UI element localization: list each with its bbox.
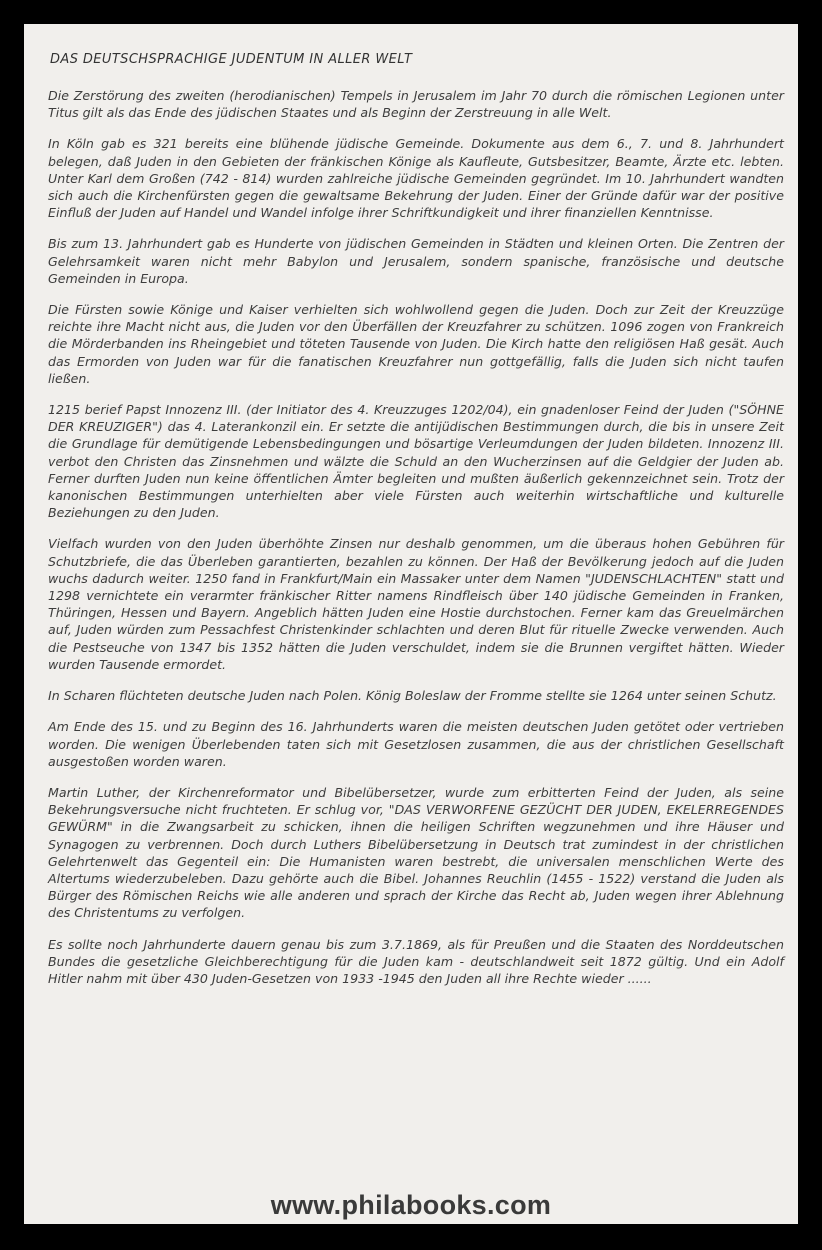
paragraph-interest-and-massacres: Vielfach wurden von den Juden überhöhte Zinsen nur deshalb genommen, um die überaus hohen Gebühren für Schutzbriefe, die das Überleben garantierten, bezahlen zu können. Der Haß der Bevölkerung jedoch auf die Juden wuchs dadurch weiter. 1250 fand in Frankfurt/Main ein Massaker unter dem Namen "JUDENSCHLACHTEN" statt und 1298 vernichtete ein verarmter fränkischer Ritter namens Rindfleisch über 140 jüdische Gemeinden in Franken, Thüringen, Hessen und Bayern. Angeblich hätten Juden eine Hostie durchstochen. Ferner kam das Greuelmärchen auf, Juden würden zum Pessachfest Christenkinder schlachten und deren Blut für rituelle Zwecke verwenden. Auch die Pestseuche von 1347 bis 1352 hätten die Juden verschuldet, indem sie die Brunnen vergiftet hätten. Wieder wurden Tausende ermordet. [48,536,784,672]
document-title: DAS DEUTSCHSPRACHIGE JUDENTUM IN ALLER WELT [50,52,413,67]
paragraph-cologne: In Köln gab es 321 bereits eine blühende jüdische Gemeinde. Dokumente aus dem 6., 7. und 8. Jahrhundert belegen, daß Juden in den Gebieten der fränkischen Könige als Kaufleute, Gutsbesitzer, Beamte, Ärzte etc. lebten. Unter Karl dem Großen (742 - 814) wurden zahlreiche jüdische Gemeinden gegründet. Im 10. Jahrhundert wandten sich auch die Kirchenfürsten gegen die gewaltsame Bekehrung der Juden. Einer der Gründe dafür war der positive Einfluß der Juden auf Handel und Wandel infolge ihrer Schriftkundigkeit und ihrer finanziellen Kenntnisse. [48,136,784,221]
paragraph-temple-destruction: Die Zerstörung des zweiten (herodianischen) Tempels in Jerusalem im Jahr 70 durch die römischen Legionen unter Titus gilt als das Ende des jüdischen Staates und als Beginn der Zerstreuung in alle Welt. [48,88,784,121]
paragraph-13th-century: Bis zum 13. Jahrhundert gab es Hunderte von jüdischen Gemeinden in Städten und kleinen Orten. Die Zentren der Gelehrsamkeit waren nicht mehr Babylon und Jerusalem, sondern spanische, französische und deutsche Gemeinden in Europa. [48,236,784,286]
paragraph-crusades: Die Fürsten sowie Könige und Kaiser verhielten sich wohlwollend gegen die Juden. Doch zur Zeit der Kreuzzüge reichte ihre Macht nicht aus, die Juden vor den Überfällen der Kreuzfahrer zu schützen. 1096 zogen von Frankreich die Mörderbanden ins Rheingebiet und töteten Tausende von Juden. Die Kirch hatte den religiösen Haß gesät. Auch das Ermorden von Juden war für die fanatischen Kreuzfahrer nun gottgefällig, falls die Juden sich nicht taufen ließen. [48,302,784,386]
paragraph-emancipation: Es sollte noch Jahrhunderte dauern genau bis zum 3.7.1869, als für Preußen und die Staaten des Norddeutschen Bundes die gesetzliche Gleichberechtigung für die Juden kam - deutschlandweit seit 1872 gültig. Und ein Adolf Hitler nahm mit über 430 Juden-Gesetzen von 1933 -1945 den Juden all ihre Rechte wieder ...... [48,936,784,986]
document-page [24,24,798,1224]
paragraph-luther: Martin Luther, der Kirchenreformator und Bibelübersetzer, wurde zum erbitterten Feind der Juden, als seine Bekehrungsversuche nicht fruchteten. Er schlug vor, "DAS VERWORFENE GEZÜCHT DER JUDEN, EKELERREGENDES GEWÜRM" in die Zwangsarbeit zu schicken, ihnen die heiligen Schriften wegzunehmen und ihre Häuser und Synagogen zu verbrennen. Doch durch Luthers Bibelübersetzung in Deutsch trat zumindest in der christlichen Gelehrtenwelt das Gegenteil ein: Die Humanisten waren bestrebt, die universalen menschlichen Werte des Altertums wiederzubeleben. Dazu gehörte auch die Bibel. Johannes Reuchlin (1455 - 1522) verstand die Juden als Bürger des Römischen Reichs wie alle anderen und sprach der Kirche das Recht ab, Juden wegen ihrer Ablehnung des Christentums zu verfolgen. [48,784,784,921]
paragraph-15th-16th-century: Am Ende des 15. und zu Beginn des 16. Jahrhunderts waren die meisten deutschen Juden getötet oder vertrieben worden. Die wenigen Überlebenden taten sich mit Gesetzlosen zusammen, die aus der christlichen Gesellschaft ausgestoßen worden waren. [48,719,784,769]
paragraph-poland: In Scharen flüchteten deutsche Juden nach Polen. König Boleslaw der Fromme stellte sie 1264 unter seinen Schutz. [48,688,777,704]
paragraph-innocent-iii: 1215 berief Papst Innozenz III. (der Initiator des 4. Kreuzzuges 1202/04), ein gnadenloser Feind der Juden ("SÖHNE DER KREUZIGER") das 4. Laterankonzil ein. Er setzte die antijüdischen Bestimmungen durch, die bis in unsere Zeit die Grundlage für demütigende Lebensbedingungen und bösartige Verleumdungen der Juden bildeten. Innozenz III. verbot den Christen das Zinsnehmen und wälzte die Schuld an den Wucherzinsen auf die Geldgier der Juden ab. Ferner durften Juden nun keine öffentlichen Ämter begleiten und mußten äußerlich gekennzeichnet sein. Trotz der kanonischen Bestimmungen unterhielten aber viele Fürsten auch weiterhin wirtschaftliche und kulturelle Beziehungen zu den Juden. [48,402,784,521]
document-content [48,52,784,1001]
footer-url: www.philabooks.com [270,1190,552,1220]
